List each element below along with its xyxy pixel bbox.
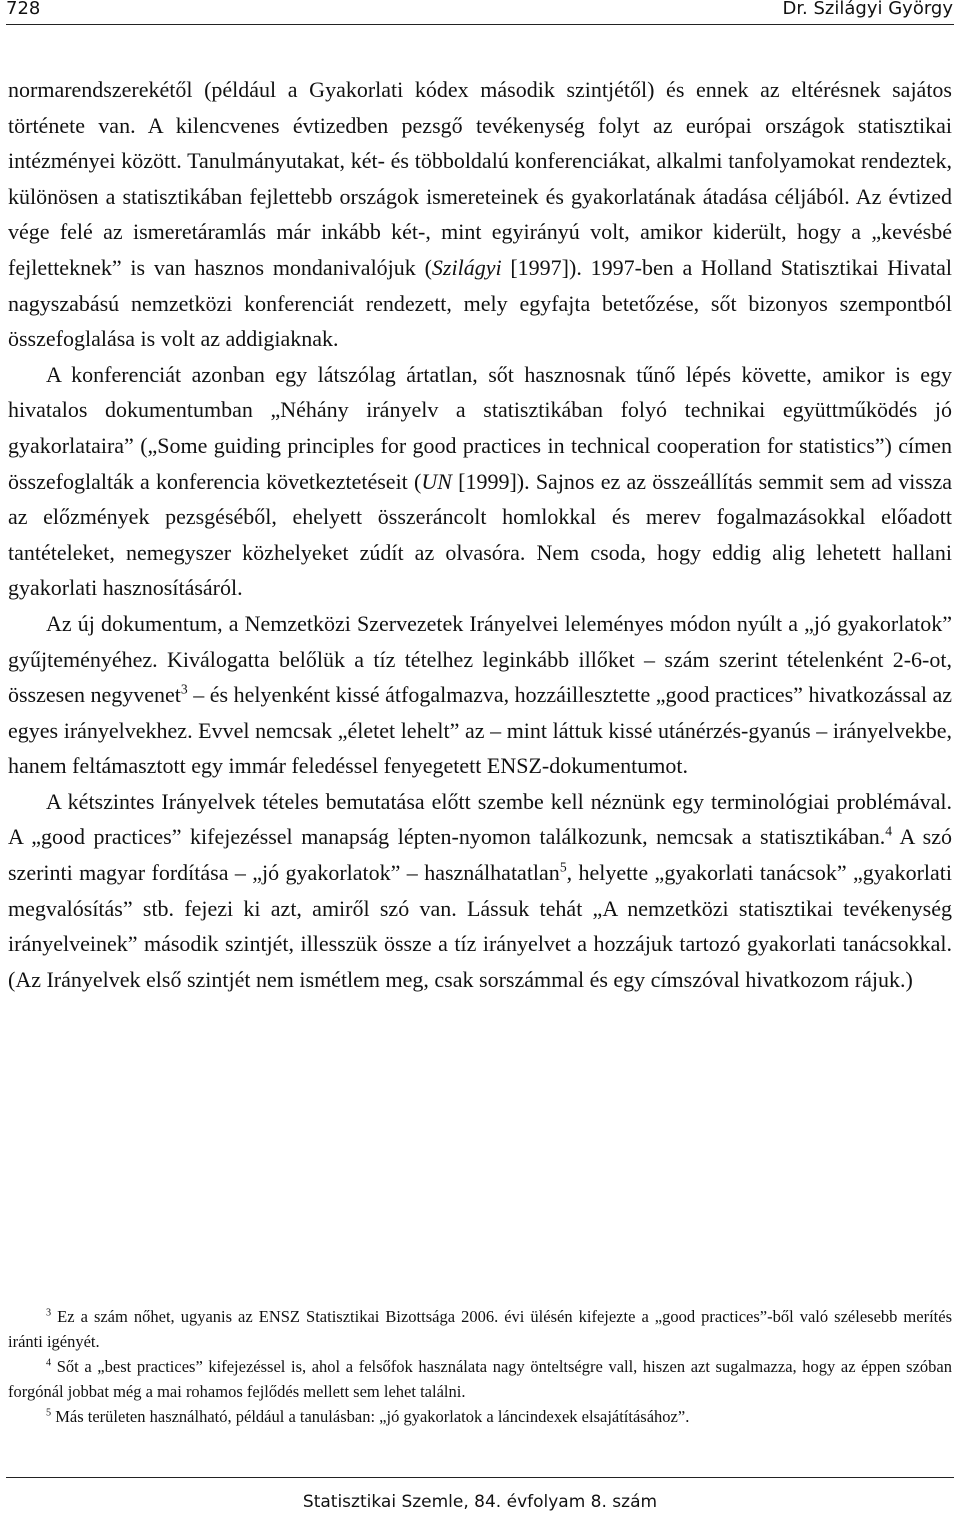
footnote-text: Más területen használható, például a tanulásban: „jó gyakorlatok a láncindexek elsajátításához”. — [51, 1407, 690, 1426]
text-run: [1999]). Sajnos ez az összeállítás semmit sem ad vissza az előzmények pezsgéséből, ehelyett összeráncolt homlokkal és merev fogalmazásokkal előadott tantételeket, nemegyszer közhelyeket zúdít az olvasóra. Nem csoda, hogy eddig alig lehetett hallani gyakorlati hasznosításáról. — [8, 468, 952, 601]
paragraph — [8, 72, 952, 357]
citation-author: Szilágyi — [431, 254, 502, 280]
paragraph — [8, 784, 952, 998]
running-header-author: Dr. Szilágyi György — [782, 0, 953, 19]
page-number: 728 — [6, 0, 41, 19]
paragraph — [8, 606, 952, 784]
text-run: Az új dokumentum, a Nemzetközi Szervezetek Irányelvei leleményes módon nyúlt a „jó gyakorlatok” gyűjteményéhez. Kiválogatta belőlük a tíz tételhez leginkább illőket – szám szerint tételenként 2-6-ot, összesen negyvenet — [8, 610, 952, 708]
footnote-number: 3 — [46, 1307, 52, 1319]
paragraph — [8, 357, 952, 606]
footnotes — [8, 1304, 952, 1429]
running-header — [0, 0, 960, 22]
text-run: , helyette „gyakorlati tanácsok” „gyakorlati megvalósítás” stb. fejezi ki azt, amiről szó van. Lássuk tehát „A nemzetközi statisztikai tevékenység irányelveinek” második szintjét, illesszük össze a tíz irányelvet a hozzájuk tartozó gyakorlati tanácsokkal. (Az Irányelvek első szintjét nem ismétlem meg, csak sorszámmal és egy címszóval hivatkozom rájuk.) — [8, 860, 952, 992]
footnote — [8, 1404, 952, 1429]
citation-author: UN — [421, 468, 452, 494]
text-run: [1997]). 1997-ben a Holland Statisztikai Hivatal nagyszabású nemzetközi konferenciát rendezett, mely egyfajta betetőzése, sőt bizonyos szempontból összefoglalása is volt az addigiaknak. — [8, 254, 952, 352]
header-divider — [6, 24, 954, 25]
text-run: A szó szerinti magyar fordítása – „jó gyakorlatok” – használhatatlan — [8, 824, 952, 886]
footnote — [8, 1304, 952, 1354]
text-run: A konferenciát azonban egy látszólag ártatlan, sőt hasznosnak tűnő lépés követte, amikor is egy hivatalos dokumentumban „Néhány irányelv a statisztikában folyó technikai együttműködés jó gyakorlataira” („Some guiding principles for good practices in technical cooperation for statistics”) címen összefoglalták a konferencia következtetéseit ( — [8, 361, 952, 494]
text-run: – és helyenként kissé átfogalmazva, hozzáillesztette „good practices” hivatkozással az egyes irányelvekhez. Evvel nemcsak „életet lehelt” az – mint láttuk kissé utánérzés-gyanús – irányelvekbe, hanem feltámasztott egy immár feledéssel fenyegetett ENSZ-dokumentumot. — [8, 682, 952, 779]
footer-divider — [6, 1477, 954, 1478]
footnote — [8, 1354, 952, 1404]
footnote-ref: 5 — [559, 859, 567, 875]
footnote-ref: 4 — [885, 824, 893, 840]
footnote-ref: 3 — [180, 681, 188, 697]
text-run: A kétszintes Irányelvek tételes bemutatása előtt szembe kell néznünk egy terminológiai problémával. A „good practices” kifejezéssel manapság lépten-nyomon találkozunk, nemcsak a statisztikában. — [8, 788, 952, 850]
footnote-text: Ez a szám nőhet, ugyanis az ENSZ Statisztikai Bizottsága 2006. évi ülésén kifejezte a „good practices”-ből való szélesebb merítés iránti igényét. — [8, 1307, 952, 1351]
body-text — [8, 72, 952, 997]
text-run: normarendszerekétől (például a Gyakorlati kódex második szintjétől) és ennek az eltérésnek sajátos története van. A kilencvenes évtizedben pezsgő tevékenység folyt az európai országok statisztikai intézményei között. Tanulmányutakat, két- és többoldalú konferenciákat, alkalmi tanfolyamokat rendeztek, különösen a statisztikában fejlettebb országok ismereteinek és gyakorlatának átadása céljából. Az évtized vége felé az ismeretáramlás már inkább két-, mint egyirányú volt, amikor kiderült, hogy a „kevésbé fejletteknek” is van hasznos mondanivalójuk ( — [8, 77, 952, 280]
footnote-number: 5 — [46, 1407, 52, 1419]
running-footer: Statisztikai Szemle, 84. évfolyam 8. szám — [302, 1492, 658, 1512]
footnote-text: Sőt a „best practices” kifejezéssel is, ahol a felsőfok használata nagy önteltségre vall, hiszen azt sugalmazza, hogy az éppen szóban forgónál jobbat még a mai rohamos fejlődés mellett sem lehet találni. — [8, 1357, 952, 1401]
footnote-number: 4 — [46, 1357, 52, 1369]
